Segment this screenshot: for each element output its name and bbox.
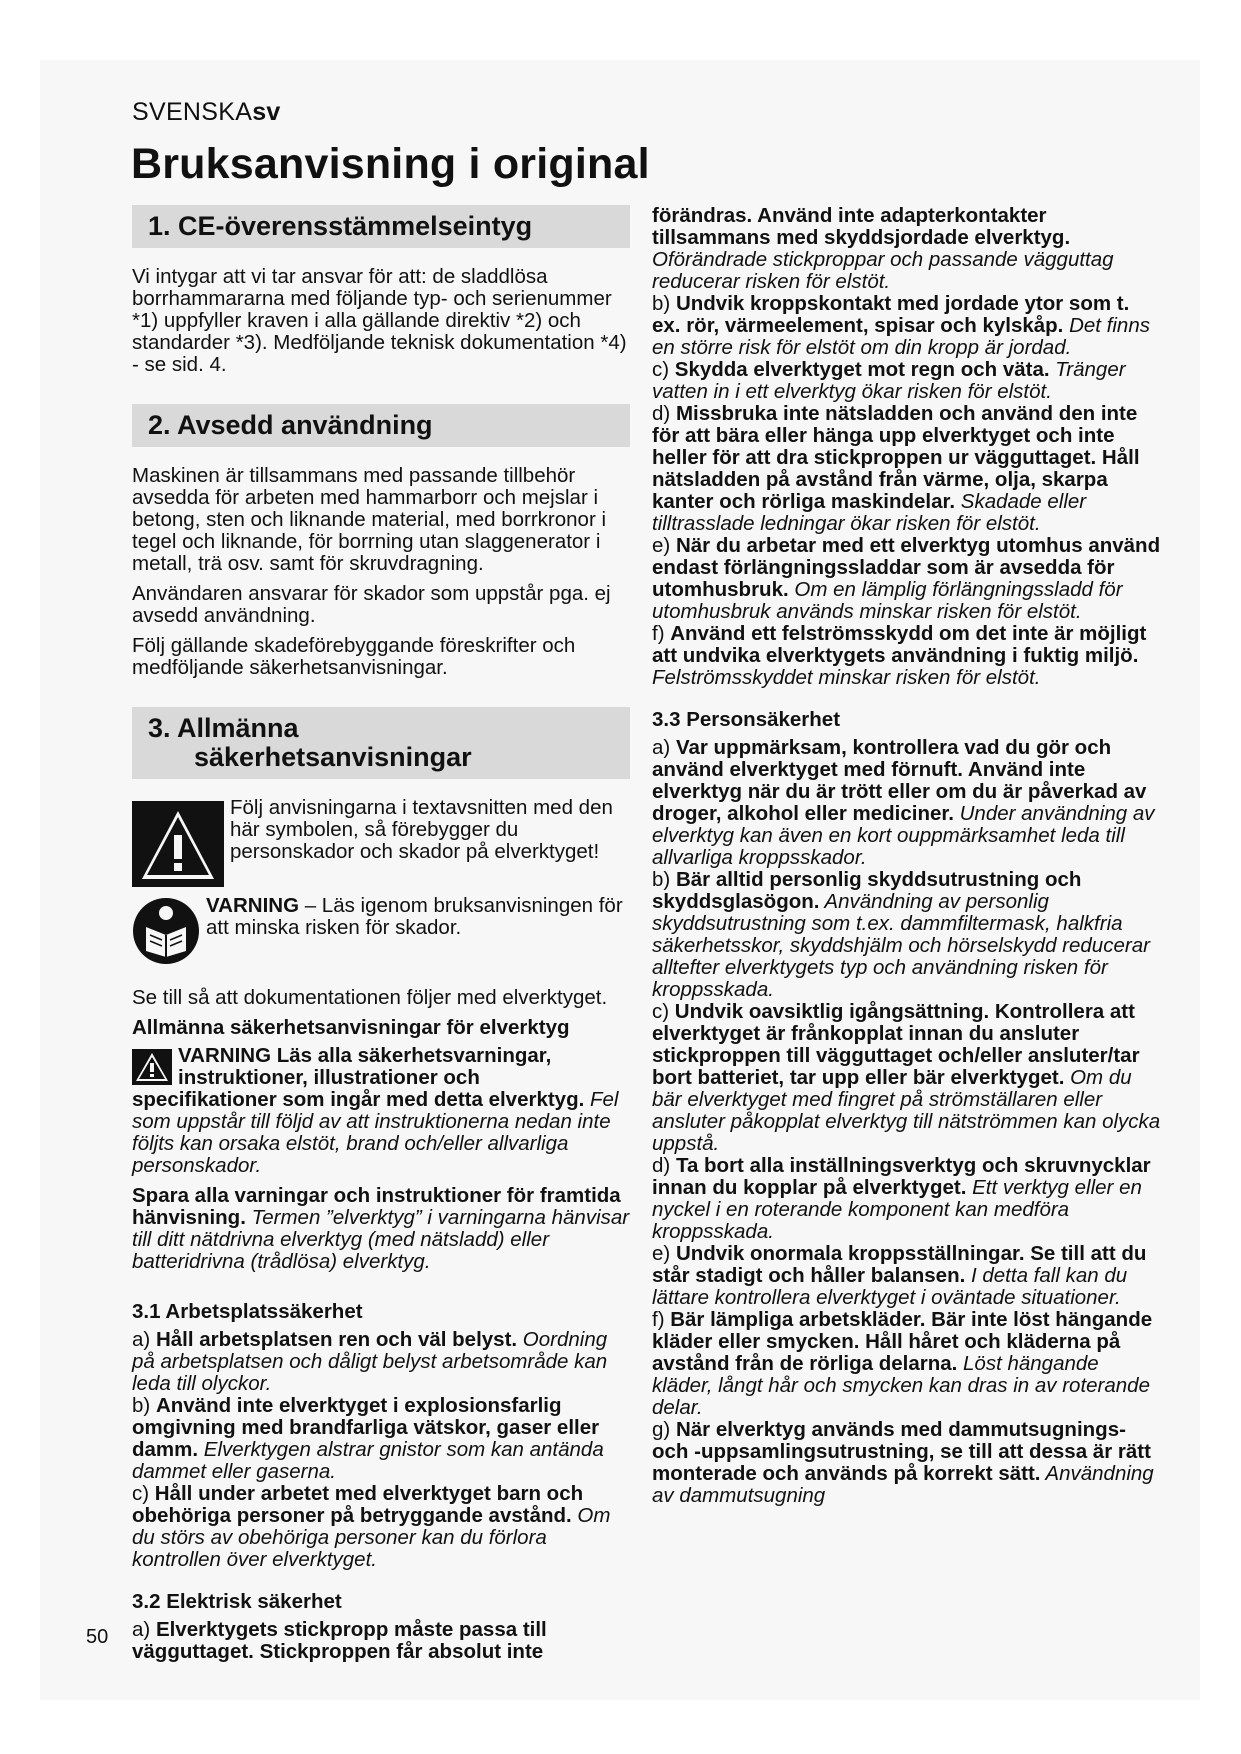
page-title: Bruksanvisning i original [131, 140, 650, 188]
section-2-p1: Maskinen är tillsammans med passande tillbehör avsedda för arbeten med hammarborr och mejslar i betong, sten och liknande material, med borrkronor i tegel och liknande, för borrning utan slaggenerator i metall, trä osv. samt för skruvdragning. [132, 464, 607, 575]
section-2-heading: 2. Avsedd användning [132, 404, 630, 447]
section-3-3-heading: 3.3 Personsäkerhet [652, 708, 841, 731]
list-item: c) Håll under arbetet med elverktyget barn och obehöriga personer på betryggande avstånd. Om du störs av obehöriga personer kan du förlora kontrollen över elverktyget. [132, 1482, 611, 1571]
list-item: c) Undvik oavsiktlig igångsättning. Kontrollera att elverktyget är frånkopplat innan du ansluter stickproppen till vägguttaget och/eller ansluter/tar bort batteriet, tar upp eller bär elverktyget. Om du bär elverktyget med fingret på strömställaren eller ansluter påkopplat elverktyg till nätströmmen kan olycka uppstå. [652, 1000, 1161, 1155]
list-item: d) Missbruka inte nätsladden och använd den inte för att bära eller hänga upp elverktyget och inte heller för att dra stickproppen ur vägguttaget. Håll nätsladden på avstånd från värme, olja, skarpa kanter och rörliga maskindelar. Skadade eller tilltrasslade ledningar ökar risken för elstöt. [652, 402, 1140, 535]
list-item: g) När elverktyg används med dammutsugnings- och -uppsamlingsutrustning, se till att dessa är rätt monterade och används på korrekt sätt. Användning av dammutsugning [652, 1418, 1154, 1507]
documentation-note: Se till så att dokumentationen följer med elverktyget. [132, 986, 608, 1009]
section-1-text: Vi intygar att vi tar ansvar för att: de sladdlösa borrhammararna med följande typ- och serienummer *1) uppfyller kraven i alla gällande direktiv *2) och standarder *3). Medföljande teknisk dokumentation *4) - se sid. 4. [132, 265, 627, 376]
language-label: SVENSKAsv [132, 98, 281, 126]
list-item: b) Använd inte elverktyget i explosionsfarlig omgivning med brandfarliga vätskor, gaser eller damm. Elverktygen alstrar gnistor som kan antända dammet eller gaserna. [132, 1394, 604, 1483]
list-item: a) Håll arbetsplatsen ren och väl belyst. Oordning på arbetsplatsen och dåligt belyst arbetsområde kan leda till olyckor. [132, 1328, 608, 1395]
warning-triangle-icon [132, 801, 224, 887]
list-item-continued: förändras. Använd inte adapterkontakter tillsammans med skyddsjordade elverktyg. Oförändrade stickproppar och passande vägguttag reducerar risken för elstöt. [652, 204, 1114, 293]
read-manual-icon [132, 897, 200, 965]
section-3-1-items [132, 1329, 630, 1571]
section-3-1-heading: 3.1 Arbetsplatssäkerhet [132, 1300, 363, 1323]
section-3-2-heading: 3.2 Elektrisk säkerhet [132, 1590, 342, 1613]
read-manual-text: VARNING – Läs igenom bruksanvisningen för att minska risken för skador. [206, 894, 623, 939]
list-item: a) Elverktygets stickpropp måste passa till vägguttaget. Stickproppen får absolut inte [132, 1618, 547, 1663]
list-item: c) Skydda elverktyget mot regn och väta. Tränger vatten in i ett elverktyg ökar risken för elstöt. [652, 358, 1126, 403]
right-column [652, 205, 1162, 1507]
general-safety-heading: Allmänna säkerhetsanvisningar för elverktyg [132, 1016, 570, 1039]
warning-triangle-small-icon [132, 1049, 172, 1085]
section-2-p3: Följ gällande skadeförebyggande föreskrifter och medföljande säkerhetsanvisningar. [132, 634, 576, 679]
page-number: 50 [86, 1626, 109, 1648]
general-warning: VARNING Läs alla säkerhetsvarningar, instruktioner, illustrationer och specifikationer som ingår med detta elverktyg. Fel som uppstår till följd av att instruktionerna nedan inte följts kan orsaka elstöt, brand och/eller allvarliga personskador. [132, 1044, 619, 1177]
list-item: f) Använd ett felströmsskydd om det inte är möjligt att undvika elverktygets användning i fuktig miljö. Felströmsskyddet minskar risken för elstöt. [652, 622, 1147, 689]
section-3-heading: 3. Allmänna säkerhetsanvisningar [132, 707, 630, 779]
list-item: b) Undvik kroppskontakt med jordade ytor som t. ex. rör, värmeelement, spisar och kylskåp. Det finns en större risk för elstöt om din kropp är jordad. [652, 292, 1150, 359]
section-1-heading: 1. CE-överensstämmelseintyg [132, 205, 630, 248]
list-item: e) Undvik onormala kroppsställningar. Se till att du står stadigt och håller balansen. I detta fall kan du lättare kontrollera elverktyget i oväntade situationer. [652, 1242, 1147, 1309]
list-item: e) När du arbetar med ett elverktyg utomhus använd endast förlängningssladdar som är avsedda för utomhusbruk. Om en lämplig förlängningssladd för utomhusbruk används minskar risken för elstöt. [652, 534, 1161, 623]
list-item: d) Ta bort alla inställningsverktyg och skruvnycklar innan du kopplar på elverktyget. Ett verktyg eller en nyckel i en roterande komponent kan medföra kroppsskada. [652, 1154, 1151, 1243]
save-instructions: Spara alla varningar och instruktioner för framtida hänvisning. Termen ”elverktyg” i varningarna hänvisar till ditt nätdrivna elverktyg (med nätsladd) eller batteridrivna (trådlösa) elverktyg. [132, 1184, 630, 1273]
list-item: f) Bär lämpliga arbetskläder. Bär inte löst hängande kläder eller smycken. Håll håret och kläderna på avstånd från de rörliga delarna. Löst hängande kläder, långt hår och smycken kan dras in av roterande delar. [652, 1308, 1153, 1419]
list-item: b) Bär alltid personlig skyddsutrustning och skyddsglasögon. Användning av personlig skyddsutrustning som t.ex. dammfiltermask, halkfria säkerhetsskor, skyddshjälm och hörselskydd reducerar alltefter elverktygets typ och användning risken för kroppsskada. [652, 868, 1150, 1001]
section-2-p2: Användaren ansvarar för skador som uppstår pga. ej avsedd användning. [132, 582, 611, 627]
symbol-note-text: Följ anvisningarna i textavsnitten med den här symbolen, så förebygger du personskador och skador på elverktyget! [230, 796, 613, 863]
list-item: a) Var uppmärksam, kontrollera vad du gör och använd elverktyget med förnuft. Använd inte elverktyg när du är trött eller om du är påverkad av droger, alkohol eller mediciner. Under användning av elverktyg kan även en kort ouppmärksamhet leda till allvarliga kroppsskador. [652, 736, 1155, 869]
warning-symbol-note [132, 797, 630, 887]
read-manual-warning [132, 895, 630, 965]
left-column [132, 205, 630, 1663]
